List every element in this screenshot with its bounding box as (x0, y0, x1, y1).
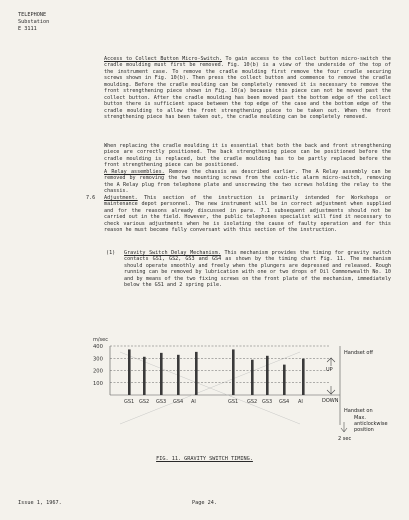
relay-body: Remove the chassis as described earlier. The A Relay assembly can be removed by removing the two mounting screws from the coin-tic alarm micro-switch, removing the A Relay plug from telephone plate and unscrewing the two screws holding the relay to the chassis. (104, 169, 391, 195)
timing-bar (143, 357, 146, 395)
handset-on-label: Handset on (344, 408, 373, 414)
relay-title: A Relay assemblies. (104, 169, 165, 175)
x-tick-label: GS3 (156, 399, 167, 405)
max-anticlockwise-label: position (354, 427, 374, 433)
timing-bar (177, 355, 180, 395)
timing-bar (302, 359, 305, 395)
max-anticlockwise-label: anticlockwise (354, 421, 388, 427)
timing-bar (266, 356, 269, 395)
x-tick-label: AI (191, 399, 196, 405)
page-number: Page 24. (192, 500, 217, 506)
gravity-title: Gravity Switch Delay Mechanism. (124, 250, 221, 256)
adjustment-body: This section of the instruction is primarily intended for Workshops or maintenance depot personnel. The new instrument will be in correct adjustment when supplied and for the reasons already discussed in para. 7.1 subsequent adjustments should not be carried out in the field. However, the public telephones specialist will find it necessary to check various adjustments when he is isolating the cause of faulty operation and for this reason he must become fully conversant with this section of the instruction. (104, 195, 391, 234)
max-anticlockwise-label: Max. (354, 415, 366, 421)
y-tick-label: 200 (93, 368, 103, 375)
access-body: To gain access to the collect button micro-switch the cradle moulding must first be removed. Fig. 10(b) is a view of the underside of the top of the instrument case. To remove the cradle moulding first remove the four cradle securing screws shown in Fig. 10(b). Then press the collect button and commence to remove the cradle moulding. Before the cradle moulding can be completely removed it is necessary to remove the front strengthening piece shown in Fig. 10(a) because this piece can not be moved past the collect button. After the cradle moulding has been moved past the bottom edge of the collect button there is sufficient space between the top edge of the case and the bottom edge of the cradle moulding to allow the front strengthening piece to be taken out. When the front strengthening piece has been taken out, the cradle moulding can be completely removed. (104, 56, 391, 121)
adjustment-title: Adjustment. (104, 195, 138, 201)
x-tick-label: GS2 (139, 399, 150, 405)
access-title: Access to Collect Button Micro-Switch. (104, 56, 223, 62)
timing-bar (160, 353, 163, 395)
x-tick-label: AI (298, 399, 303, 405)
x-tick-label: GS1 (124, 399, 135, 405)
timing-bar (232, 349, 235, 395)
timing-bar (128, 349, 131, 395)
x-tick-label: GS1 (228, 399, 239, 405)
y-tick-label: 300 (93, 356, 103, 363)
y-axis-label: m/sec (93, 337, 108, 343)
timing-bar (283, 365, 286, 395)
x-tick-label: GS4 (279, 399, 290, 405)
x-tick-label: GS3 (262, 399, 273, 405)
header-line-2: Substation (18, 19, 50, 25)
duration-label: 2 sec (338, 436, 352, 442)
gravity-body: This mechanism provides the timing for gravity switch contacts GS1, GS2, GS3 and GS4 as shown by the timing chart Fig. 11. The mechanism should operate smoothly and freely when the plungers are depressed and released. Rough running can be removed by lubrication with one or two drops of Oil Commonwealth No. 10 and by means of the two fixing screws on the front plate of the mechanism, immediately below the GS1 and 2 spring pile. (124, 250, 391, 289)
header-line-3: E 3111 (18, 26, 37, 32)
adjustment-number: 7.6 (86, 195, 96, 201)
issue-date: Issue 1, 1967. (18, 500, 62, 506)
x-tick-label: GS4 (173, 399, 184, 405)
header-line-1: TELEPHONE (18, 12, 47, 18)
handset-off-label: Handset off (344, 350, 373, 356)
gravity-number: (1) (106, 250, 116, 256)
timing-bar (251, 360, 254, 395)
figure-caption: FIG. 11. GRAVITY SWITCH TIMING. (156, 456, 253, 462)
down-label: DOWN (322, 398, 339, 404)
y-tick-label: 400 (93, 344, 103, 350)
x-tick-label: GS2 (247, 399, 258, 405)
y-tick-label: 100 (93, 380, 103, 387)
replace-body: When replacing the cradle moulding it is essential that both the back and front strengthening piece are correctly positioned. The back strengthening piece can be positioned before the cradle moulding is replaced, but the cradle moulding has to be partly replaced before the front strengthening piece can be positioned. (104, 143, 391, 169)
timing-bar (195, 352, 198, 395)
up-label: UP (326, 367, 333, 373)
